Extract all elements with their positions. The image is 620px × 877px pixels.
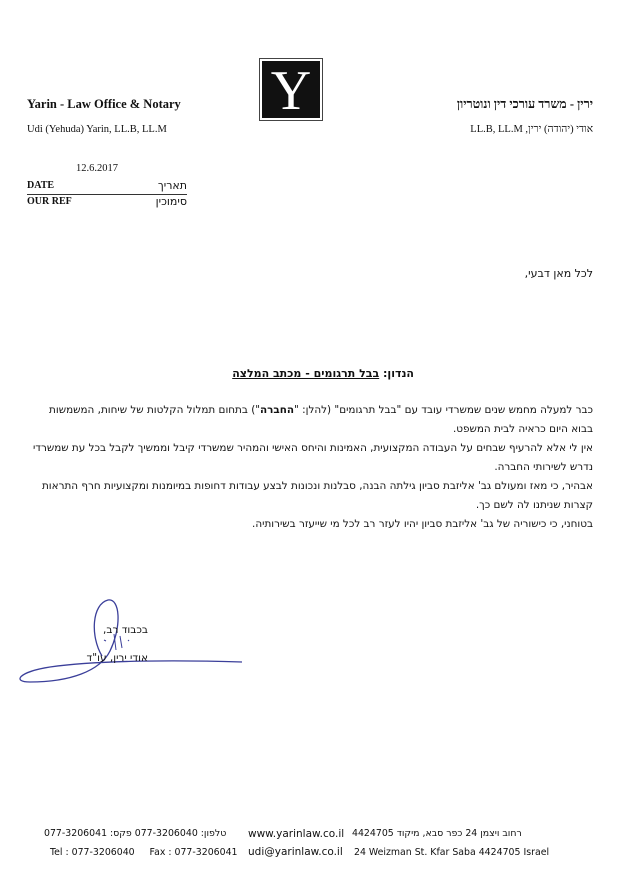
reference-row: [27, 196, 187, 210]
paragraph-1-bold: החברה: [260, 404, 295, 416]
logo-letter: Y: [270, 59, 312, 122]
subject-line: [232, 367, 414, 380]
date-label-en: DATE: [27, 180, 55, 191]
footer-website[interactable]: www.yarinlaw.co.il: [248, 828, 345, 840]
ref-label-he: סימוכין: [155, 195, 187, 208]
footer-address-he: רחוב ויצמן 24 כפר סבא, מיקוד 4424705: [352, 828, 522, 839]
lawyer-name-he: אודי (יהודה) ירין, LL.B, LL.M: [470, 124, 593, 135]
paragraph-3: אבהיר, כי מאז ומעולם גב' אליזבת סביון גילתה הבנה, סבלנות ונכונות לבצע עבודות דחופות במיומנות ומקצועיות חרף התראות קצרות שניתנו לה לשם כך.: [41, 480, 593, 511]
footer-phones-he: טלפון: 077-3206040 פקס: 077-3206041: [44, 828, 227, 839]
footer-phones-en: Tel : 077-3206040 Fax : 077-3206041: [50, 847, 238, 858]
firm-logo: [262, 59, 320, 122]
paragraph-4: בטוחני, כי כישוריה של גב' אליזבת סביון יהיו לעזר רב לכל מי שייעזר בשירותיה.: [252, 518, 593, 530]
date-value: 12.6.2017: [76, 163, 118, 174]
subject-prefix: הנדון:: [383, 367, 414, 380]
signer-name: אודי ירין, עו"ד: [86, 652, 148, 664]
date-label-he: תאריך: [157, 179, 187, 192]
lawyer-name-en: Udi (Yehuda) Yarin, LL.B, LL.M: [27, 124, 167, 135]
paragraph-2: אין לי אלא להרעיף שבחים על העבודה המקצועית, האמינות והיחס האישי והמהיר שמשרדי קיבל וממשיך לקבל בכל עת שמשרדי נדרש לשירותי החברה.: [32, 442, 593, 473]
closing-block: [58, 623, 148, 665]
signature-gap: [58, 637, 148, 651]
firm-name-he: ירין - משרד עורכי דין ונוטריון: [456, 97, 593, 111]
firm-name-en: Yarin - Law Office & Notary: [27, 97, 181, 111]
greeting: לכל מאן דבעי,: [524, 267, 593, 280]
paragraph-1: [33, 401, 593, 439]
footer-address-en: 24 Weizman St. Kfar Saba 4424705 Israel: [354, 847, 550, 858]
ref-label-en: OUR REF: [27, 196, 72, 207]
paragraph-1-start: כבר למעלה מחמש שנים שמשרדי עובד עם "בבל תרגומים" (להלן: ": [294, 404, 593, 416]
footer-email[interactable]: udi@yarinlaw.co.il: [248, 846, 343, 858]
date-row: [27, 180, 187, 195]
closing-text: בכבוד רב,: [103, 624, 148, 636]
subject-text: בבל תרגומים - מכתב המלצה: [232, 367, 380, 380]
paragraph-1-end: ") בתחום תמלול הקלטות של שיחות, המשמשות בבוא היום כראיה לבית המשפט.: [49, 404, 593, 435]
letter-body: [33, 401, 593, 534]
